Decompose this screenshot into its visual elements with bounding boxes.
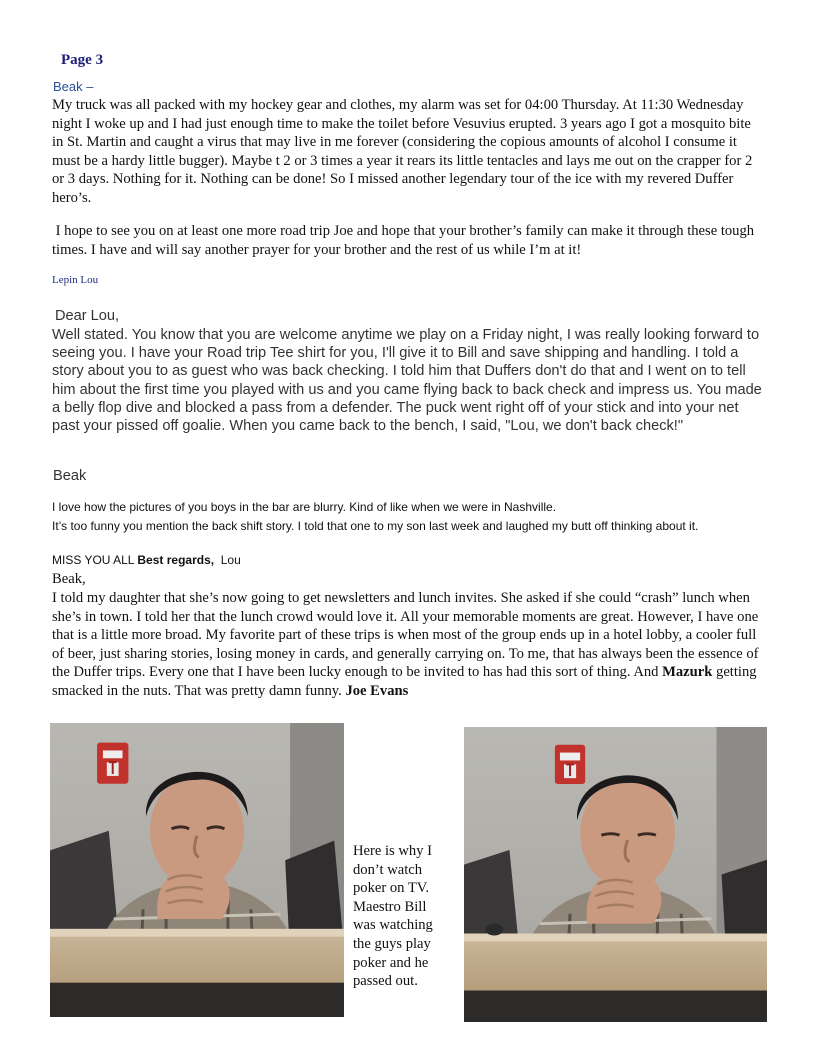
lou-closing-best-regards: Best regards, xyxy=(137,553,215,567)
lou-reply-line-2: It’s too funny you mention the back shift story. I told that one to my son last week and laughed my butt off thinking about it. xyxy=(52,519,699,533)
joe-letter-text-b: getting smacked in the nuts. That was pretty damn funny. xyxy=(52,664,757,699)
lou-reply-line-1: I love how the pictures of you boys in the bar are blurry. Kind of like when we were in Nashville. xyxy=(52,500,557,514)
dear-lou-salutation: Dear Lou, xyxy=(55,308,120,324)
beak-reply-paragraph: Well stated. You know that you are welcome anytime we play on a Friday night, I was really looking forward to seeing you. I have your Road trip Tee shirt for you, I'll give it to Bill and save shipping and handling. I told a story about you to as guest who was back checking. I told him that Duffers don't do that and I went on to tell him about the first time you played with us and you came flying back to back check and impress us. You made a belly flop dive and blocked a pass from a defender. The puck went right off of your stick and into your net past your pissed off goalie. When you came back to the bench, I said, "Lou, we don't back check!" xyxy=(52,327,762,435)
photo-bill-dozing-left xyxy=(50,723,344,1017)
lou-closing-name: Lou xyxy=(214,553,241,567)
joe-letter-paragraph xyxy=(52,589,764,701)
joe-evans-signature: Joe Evans xyxy=(345,682,409,699)
photo-left-illustration xyxy=(50,723,344,1017)
page-title: Page 3 xyxy=(61,52,104,68)
lou-closing-miss-you: MISS YOU ALL xyxy=(52,553,138,567)
beak-signature: Beak xyxy=(53,468,87,484)
lou-letter-paragraph-2 xyxy=(52,222,764,260)
beak-salutation-2: Beak, xyxy=(52,571,86,587)
beak-salutation: Beak – xyxy=(53,79,94,94)
lou-letter-paragraph-1: My truck was all packed with my hockey gear and clothes, my alarm was set for 04:00 Thursday. At 11:30 Wednesday night I woke up and I had just enough time to make the toilet before Vesuvius erupted. 3 years ago I got a mosquito bite in St. Martin and caught a virus that may live in me forever (considering the copious amounts of alcohol I consume it must be a hardy little bugger). Maybe t 2 or 3 times a year it rears its little tentacles and lays me out on the crapper for 2 or 3 days. Nothing for it. Nothing can be done! So I missed another legendary tour of the ice with my revered Duffer hero’s. xyxy=(52,97,753,206)
joe-letter-mazurk: Mazurk xyxy=(662,664,713,681)
lepin-lou-signature: Lepin Lou xyxy=(52,274,99,286)
lou-letter-paragraph-2-text: I hope to see you on at least one more road trip Joe and hope that your brother’s family can make it through these tough times. I have and will say another prayer for your brother and the rest of us while I’m at it! xyxy=(52,223,755,258)
photo-bill-dozing-right xyxy=(464,727,767,1022)
photo-caption: Here is why I don’t watch poker on TV. Maestro Bill was watching the guys play poker and he passed out. xyxy=(353,843,433,990)
lou-reply-closing xyxy=(52,553,241,567)
joe-letter-text-a: I told my daughter that she’s now going to get newsletters and lunch invites. She asked if she could “crash” lunch when she’s in town. I told her that the lunch crowd would love it. All your memorable moments are great. However, I have one that is a little more broad. My favorite part of these trips is when most of the group ends up in a hotel lobby, a cooler full of beer, just sharing stories, losing money in cards, and generally carrying on. To me, that has always been the essence of the Duffer trips. Every one that I have been lucky enough to be invited to has had this sort of thing. And xyxy=(52,590,759,681)
photo-right-illustration xyxy=(464,727,767,1022)
